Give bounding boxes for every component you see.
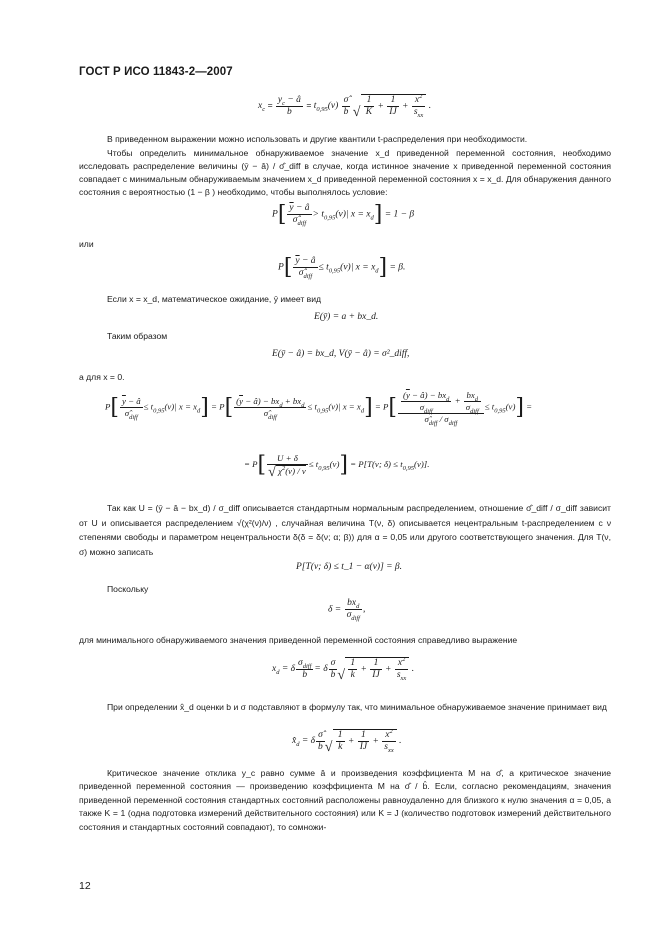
paragraph-detection-intro: Чтобы определить минимальное обнаруживаемое значение x_d приведенной переменной состояния, необходимо исследовать распределение величины (ȳ − â) / σ̂_diff в случае, когда истинное значение x приведенной переменной состояния совпадает с минимальным обнаруживаемым значением x_d приведенной переменной состояния x = x_d. Для обнаружения данного состояния с вероятностью (1 − β ) необходимо, чтобы выполнялось условие: xyxy=(79,148,611,197)
paragraph-since: Поскольку xyxy=(107,584,149,594)
word-or: или xyxy=(79,239,94,249)
paragraph-critical-response: Критическое значение отклика y_c равно сумме â и произведения коэффициента M на σ̂, а критическое значение приведенной переменной состояния — произведению коэффициента M на σ̂ / b̂. Если, согласно рекомендациям, значения приведенной переменной состояния стандартных состояний расположены равноудаленно для близкого к нулю значения α = 0,05, а также K = 1 (одна подготовка измерений действительного состояния) или K = J (количество подготовок измерений действительного состояния и стандартных состояний совпадают), то сомножи- xyxy=(79,768,611,832)
equation-expectation-variance: E(ȳ − â) = bx_d, V(ȳ − â) = σ²_diff, xyxy=(272,349,410,359)
paragraph-x-zero: а для x = 0. xyxy=(79,372,125,382)
equation-probability-t: P[T(ν; δ) ≤ t_1 − α(ν)] = β. xyxy=(296,562,403,572)
page-number: 12 xyxy=(79,880,91,892)
paragraph-min-detectable: для минимального обнаруживаемого значения приведенной переменной состояния справедливо выражение xyxy=(79,635,518,645)
equation-xd: $x_d = \delta$ $\frac{\sigma_{diff}}{b}$ = δ $\frac{\sigma}{b}$ √ $\frac{1}{k}$ + $\frac{1}{IJ}$ + $\frac{\overline{x}^2}{s_{xx}}$ . xyxy=(272,657,414,681)
paragraph-quantiles: В приведенном выражении можно использовать и другие квантили t-распределения при необходимости. xyxy=(107,134,528,144)
equation-expectation: E(ȳ) = a + bx_d. xyxy=(314,312,379,322)
paragraph-thus: Таким образом xyxy=(107,331,168,341)
paragraph-expectation: Если x = x_d, математическое ожидание, ȳ имеет вид xyxy=(107,294,322,304)
document-header: ГОСТ Р ИСО 11843-2—2007 xyxy=(79,66,233,78)
equation-noncentral-t: = P[ U + δ √ $\chi^2(\nu)$ / ν ≤ $t_{0,95}(\nu)] = P[T(\nu$; $\delta) \le t_{0,95}(\nu)$]. xyxy=(244,453,429,477)
paragraph-estimates: При определении x̂_d оценки b и σ подставляют в формулу так, что минимальное обнаруживаемое значение принимает вид xyxy=(107,702,607,712)
equation-critical-value: $x_c$ = $\frac{y_c - â}{b}$ = $t_{0,95}(\nu)$ $\frac{\sigmâ}{b}$ √ $\frac{1}{K}$ + $\frac{1}{IJ}$ + $\frac{\overline{x}^2}{s_{xx}}$ . xyxy=(258,94,431,118)
equation-condition-1: P[ $\frac{\overline{y} - â}{\sigmâ_{diff}}$ > $t_{0,95}(\nu)|$ $x = x_d] = 1 - \beta$ xyxy=(272,202,415,227)
equation-condition-2: P[ $\frac{\overline{y} - â}{\sigmâ_{diff}}$ ≤ $t_{0,95}(\nu)|$ $x = x_d] = \beta$. xyxy=(278,255,406,280)
equation-long-chain: P[ $\frac{\overline{y} - â}{\sigmâ_{diff}}$ ≤ $t_{0,95}(\nu)|$ $x = x_d] = P$[ $\frac{(\overline{y} - â) - bx_d + bx_d}{\sigmâ_{diff}}$ ≤ $t_{0,95}(\nu)|$ $x = x_d] = P$[ $\frac{(\overline{y} - â) - bx_d}{\sigma_{diff}}$ + $\frac{bx_d}{\sigma_{diff}}$ $\sigmâ_{diff} / \sigma_{diff}$ ≤ $t_{0,95}(\nu)$] = xyxy=(105,390,533,427)
equation-delta: δ = $\frac{bx_d}{\sigma_{diff}}$ , xyxy=(328,598,366,622)
equation-xd-hat: $x̂_d = \delta$ $\frac{\sigmâ}{b}$ √ $\frac{1}{k}$ + $\frac{1}{IJ}$ + $\frac{\overline{x}^2}{s_{xx}}$ . xyxy=(292,729,402,753)
paragraph-noncentral-distribution: Так как U = (ȳ − â − bx_d) / σ_diff описывается стандартным нормальным распределением, отношение σ̂_diff / σ_diff зависит от U и описывается распределением √(χ²(ν)/ν) , случайная величина T(ν, δ) описывается нецентральным t-распределением с ν степенями свободы и параметром нецентральности δ(δ = δ(ν; α; β)) для α = 0,05 или другого соответствующего значения. Для T(ν, σ) можно записать xyxy=(79,503,611,557)
